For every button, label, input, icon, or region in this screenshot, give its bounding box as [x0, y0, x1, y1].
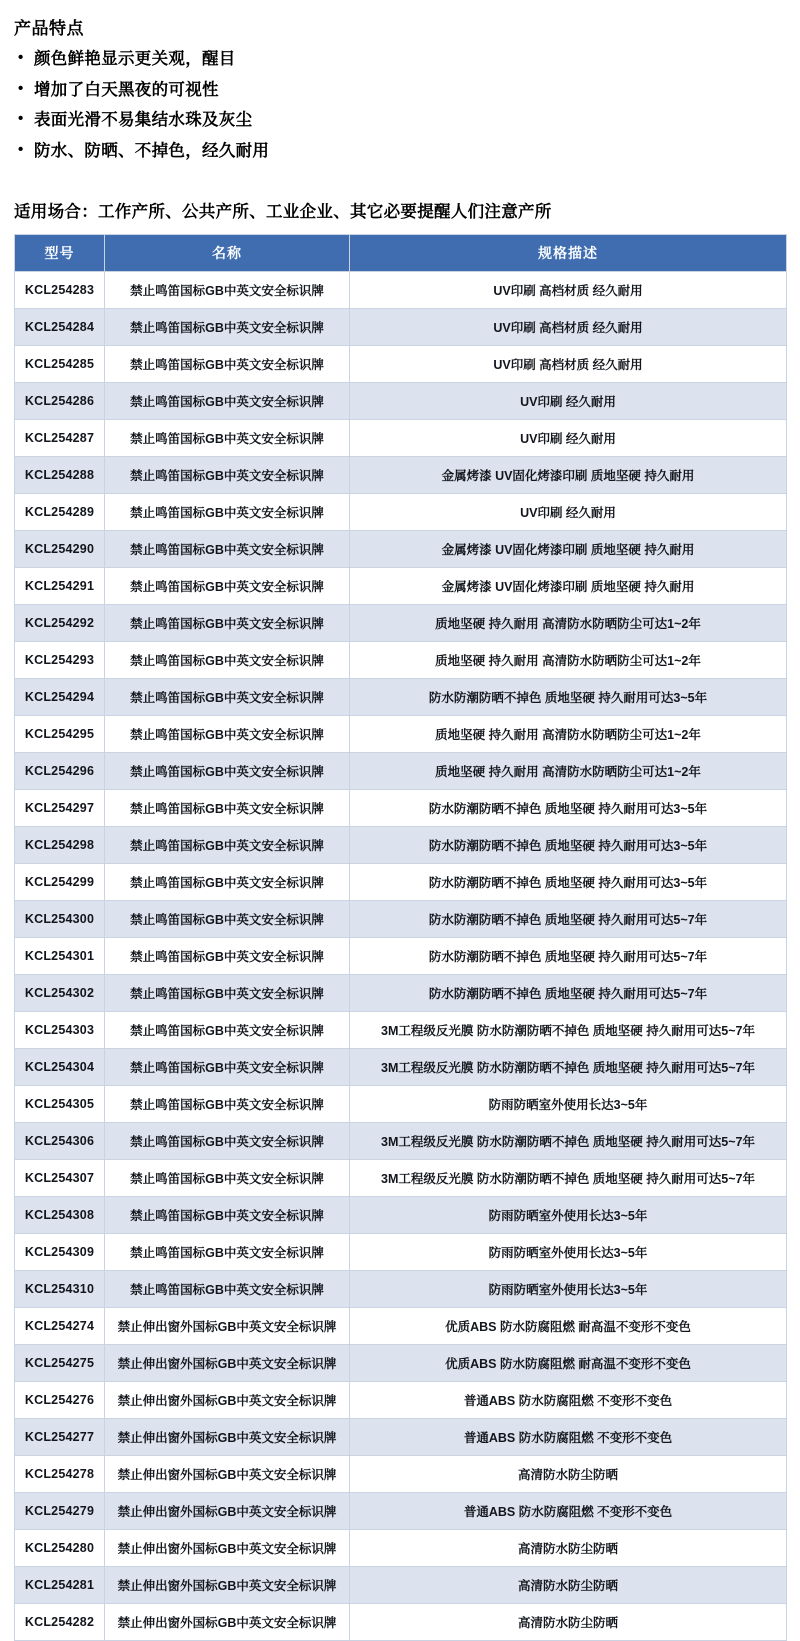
cell-spec: 防水防潮防晒不掉色 质地坚硬 持久耐用可达5~7年 [350, 901, 787, 938]
cell-model: KCL254308 [15, 1197, 105, 1234]
column-header-model: 型号 [15, 235, 105, 272]
cell-spec: 金属烤漆 UV固化烤漆印刷 质地坚硬 持久耐用 [350, 457, 787, 494]
table-row [15, 346, 787, 383]
cell-spec: 金属烤漆 UV固化烤漆印刷 质地坚硬 持久耐用 [350, 568, 787, 605]
cell-name: 禁止鸣笛国标GB中英文安全标识牌 [105, 901, 350, 938]
cell-model: KCL254303 [15, 1012, 105, 1049]
cell-name: 禁止鸣笛国标GB中英文安全标识牌 [105, 827, 350, 864]
cell-spec: 质地坚硬 持久耐用 高清防水防晒防尘可达1~2年 [350, 716, 787, 753]
cell-spec: 3M工程级反光膜 防水防潮防晒不掉色 质地坚硬 持久耐用可达5~7年 [350, 1160, 787, 1197]
cell-model: KCL254288 [15, 457, 105, 494]
table-row [15, 1530, 787, 1567]
cell-name: 禁止鸣笛国标GB中英文安全标识牌 [105, 309, 350, 346]
cell-spec: 质地坚硬 持久耐用 高清防水防晒防尘可达1~2年 [350, 753, 787, 790]
cell-model: KCL254304 [15, 1049, 105, 1086]
cell-model: KCL254294 [15, 679, 105, 716]
cell-model: KCL254285 [15, 346, 105, 383]
cell-model: KCL254289 [15, 494, 105, 531]
cell-spec: UV印刷 高档材质 经久耐用 [350, 272, 787, 309]
cell-name: 禁止鸣笛国标GB中英文安全标识牌 [105, 457, 350, 494]
table-row [15, 605, 787, 642]
cell-name: 禁止伸出窗外国标GB中英文安全标识牌 [105, 1345, 350, 1382]
cell-spec: UV印刷 高档材质 经久耐用 [350, 309, 787, 346]
cell-spec: 防水防潮防晒不掉色 质地坚硬 持久耐用可达5~7年 [350, 975, 787, 1012]
cell-name: 禁止鸣笛国标GB中英文安全标识牌 [105, 1160, 350, 1197]
table-row [15, 1271, 787, 1308]
cell-spec: 3M工程级反光膜 防水防潮防晒不掉色 质地坚硬 持久耐用可达5~7年 [350, 1049, 787, 1086]
table-row [15, 383, 787, 420]
feature-item: • 颜色鲜艳显示更关观，醒目 [18, 47, 800, 73]
cell-name: 禁止伸出窗外国标GB中英文安全标识牌 [105, 1456, 350, 1493]
cell-spec: 普通ABS 防水防腐阻燃 不变形不变色 [350, 1419, 787, 1456]
cell-name: 禁止鸣笛国标GB中英文安全标识牌 [105, 420, 350, 457]
cell-spec: 高清防水防尘防晒 [350, 1456, 787, 1493]
cell-name: 禁止鸣笛国标GB中英文安全标识牌 [105, 383, 350, 420]
cell-spec: 普通ABS 防水防腐阻燃 不变形不变色 [350, 1382, 787, 1419]
cell-model: KCL254295 [15, 716, 105, 753]
cell-model: KCL254299 [15, 864, 105, 901]
table-row [15, 568, 787, 605]
cell-model: KCL254302 [15, 975, 105, 1012]
cell-name: 禁止伸出窗外国标GB中英文安全标识牌 [105, 1604, 350, 1641]
cell-name: 禁止鸣笛国标GB中英文安全标识牌 [105, 790, 350, 827]
cell-name: 禁止鸣笛国标GB中英文安全标识牌 [105, 346, 350, 383]
table-row [15, 975, 787, 1012]
cell-model: KCL254283 [15, 272, 105, 309]
table-row [15, 679, 787, 716]
features-list [18, 47, 800, 164]
column-header-name: 名称 [105, 235, 350, 272]
cell-spec: 金属烤漆 UV固化烤漆印刷 质地坚硬 持久耐用 [350, 531, 787, 568]
table-row [15, 827, 787, 864]
table-row [15, 1419, 787, 1456]
cell-name: 禁止鸣笛国标GB中英文安全标识牌 [105, 864, 350, 901]
table-row [15, 1567, 787, 1604]
cell-model: KCL254276 [15, 1382, 105, 1419]
cell-spec: 高清防水防尘防晒 [350, 1567, 787, 1604]
cell-name: 禁止鸣笛国标GB中英文安全标识牌 [105, 642, 350, 679]
table-row [15, 938, 787, 975]
cell-name: 禁止鸣笛国标GB中英文安全标识牌 [105, 1271, 350, 1308]
cell-model: KCL254282 [15, 1604, 105, 1641]
cell-name: 禁止鸣笛国标GB中英文安全标识牌 [105, 494, 350, 531]
cell-name: 禁止伸出窗外国标GB中英文安全标识牌 [105, 1308, 350, 1345]
table-row [15, 1604, 787, 1641]
cell-spec: 防雨防晒室外使用长达3~5年 [350, 1197, 787, 1234]
table-header-row [15, 235, 787, 272]
table-row [15, 1160, 787, 1197]
table-row [15, 272, 787, 309]
applicable-scene-line: 适用场合：工作产所、公共产所、工业企业、其它必要提醒人们注意产所 [14, 203, 552, 222]
cell-name: 禁止伸出窗外国标GB中英文安全标识牌 [105, 1493, 350, 1530]
cell-model: KCL254287 [15, 420, 105, 457]
feature-item: • 防水、防晒、不掉色，经久耐用 [18, 139, 800, 165]
table-row [15, 753, 787, 790]
cell-model: KCL254306 [15, 1123, 105, 1160]
cell-name: 禁止鸣笛国标GB中英文安全标识牌 [105, 1123, 350, 1160]
cell-spec: 质地坚硬 持久耐用 高清防水防晒防尘可达1~2年 [350, 605, 787, 642]
cell-name: 禁止鸣笛国标GB中英文安全标识牌 [105, 568, 350, 605]
specification-table [14, 234, 787, 1641]
table-row [15, 309, 787, 346]
table-row [15, 1234, 787, 1271]
features-title: 产品特点 [14, 19, 84, 38]
cell-model: KCL254284 [15, 309, 105, 346]
table-row [15, 642, 787, 679]
cell-spec: 高清防水防尘防晒 [350, 1604, 787, 1641]
cell-name: 禁止鸣笛国标GB中英文安全标识牌 [105, 1234, 350, 1271]
table-row [15, 1049, 787, 1086]
cell-name: 禁止伸出窗外国标GB中英文安全标识牌 [105, 1382, 350, 1419]
cell-name: 禁止鸣笛国标GB中英文安全标识牌 [105, 679, 350, 716]
cell-spec: 质地坚硬 持久耐用 高清防水防晒防尘可达1~2年 [350, 642, 787, 679]
cell-spec: 优质ABS 防水防腐阻燃 耐高温不变形不变色 [350, 1308, 787, 1345]
table-row [15, 864, 787, 901]
table-row [15, 1493, 787, 1530]
product-detail-page [0, 14, 800, 1641]
table-row [15, 1382, 787, 1419]
cell-model: KCL254309 [15, 1234, 105, 1271]
cell-name: 禁止鸣笛国标GB中英文安全标识牌 [105, 605, 350, 642]
table-body [15, 272, 787, 1641]
cell-spec: 防水防潮防晒不掉色 质地坚硬 持久耐用可达3~5年 [350, 864, 787, 901]
cell-model: KCL254296 [15, 753, 105, 790]
cell-spec: 防水防潮防晒不掉色 质地坚硬 持久耐用可达3~5年 [350, 790, 787, 827]
cell-model: KCL254281 [15, 1567, 105, 1604]
table-row [15, 1123, 787, 1160]
cell-model: KCL254291 [15, 568, 105, 605]
cell-model: KCL254297 [15, 790, 105, 827]
cell-name: 禁止鸣笛国标GB中英文安全标识牌 [105, 753, 350, 790]
cell-name: 禁止鸣笛国标GB中英文安全标识牌 [105, 1086, 350, 1123]
cell-model: KCL254277 [15, 1419, 105, 1456]
cell-spec: 防雨防晒室外使用长达3~5年 [350, 1234, 787, 1271]
table-row [15, 1456, 787, 1493]
cell-spec: 防水防潮防晒不掉色 质地坚硬 持久耐用可达5~7年 [350, 938, 787, 975]
cell-name: 禁止鸣笛国标GB中英文安全标识牌 [105, 975, 350, 1012]
cell-name: 禁止鸣笛国标GB中英文安全标识牌 [105, 272, 350, 309]
table-row [15, 901, 787, 938]
cell-model: KCL254286 [15, 383, 105, 420]
cell-name: 禁止鸣笛国标GB中英文安全标识牌 [105, 531, 350, 568]
table-row [15, 1308, 787, 1345]
table-row [15, 1345, 787, 1382]
cell-model: KCL254301 [15, 938, 105, 975]
table-header [15, 235, 787, 272]
cell-model: KCL254310 [15, 1271, 105, 1308]
column-header-spec: 规格描述 [350, 235, 787, 272]
cell-name: 禁止鸣笛国标GB中英文安全标识牌 [105, 716, 350, 753]
cell-spec: 高清防水防尘防晒 [350, 1530, 787, 1567]
table-row [15, 457, 787, 494]
table-row [15, 531, 787, 568]
cell-spec: 防水防潮防晒不掉色 质地坚硬 持久耐用可达3~5年 [350, 679, 787, 716]
cell-name: 禁止鸣笛国标GB中英文安全标识牌 [105, 1012, 350, 1049]
cell-name: 禁止伸出窗外国标GB中英文安全标识牌 [105, 1419, 350, 1456]
cell-model: KCL254275 [15, 1345, 105, 1382]
cell-name: 禁止伸出窗外国标GB中英文安全标识牌 [105, 1567, 350, 1604]
table-row [15, 790, 787, 827]
cell-spec: UV印刷 高档材质 经久耐用 [350, 346, 787, 383]
cell-name: 禁止伸出窗外国标GB中英文安全标识牌 [105, 1530, 350, 1567]
cell-spec: 防雨防晒室外使用长达3~5年 [350, 1271, 787, 1308]
cell-model: KCL254307 [15, 1160, 105, 1197]
table-row [15, 420, 787, 457]
cell-name: 禁止鸣笛国标GB中英文安全标识牌 [105, 1197, 350, 1234]
cell-model: KCL254290 [15, 531, 105, 568]
cell-model: KCL254278 [15, 1456, 105, 1493]
table-row [15, 716, 787, 753]
cell-spec: 3M工程级反光膜 防水防潮防晒不掉色 质地坚硬 持久耐用可达5~7年 [350, 1012, 787, 1049]
table-row [15, 494, 787, 531]
cell-model: KCL254305 [15, 1086, 105, 1123]
cell-spec: UV印刷 经久耐用 [350, 383, 787, 420]
table-row [15, 1086, 787, 1123]
cell-spec: UV印刷 经久耐用 [350, 420, 787, 457]
cell-spec: 优质ABS 防水防腐阻燃 耐高温不变形不变色 [350, 1345, 787, 1382]
cell-spec: 防水防潮防晒不掉色 质地坚硬 持久耐用可达3~5年 [350, 827, 787, 864]
cell-spec: UV印刷 经久耐用 [350, 494, 787, 531]
table-row [15, 1012, 787, 1049]
table-row [15, 1197, 787, 1234]
cell-model: KCL254292 [15, 605, 105, 642]
feature-item: • 表面光滑不易集结水珠及灰尘 [18, 108, 800, 134]
cell-spec: 3M工程级反光膜 防水防潮防晒不掉色 质地坚硬 持久耐用可达5~7年 [350, 1123, 787, 1160]
feature-item: • 增加了白天黑夜的可视性 [18, 78, 800, 104]
cell-model: KCL254280 [15, 1530, 105, 1567]
cell-model: KCL254300 [15, 901, 105, 938]
cell-spec: 防雨防晒室外使用长达3~5年 [350, 1086, 787, 1123]
cell-model: KCL254293 [15, 642, 105, 679]
cell-spec: 普通ABS 防水防腐阻燃 不变形不变色 [350, 1493, 787, 1530]
cell-name: 禁止鸣笛国标GB中英文安全标识牌 [105, 938, 350, 975]
cell-model: KCL254279 [15, 1493, 105, 1530]
cell-name: 禁止鸣笛国标GB中英文安全标识牌 [105, 1049, 350, 1086]
cell-model: KCL254298 [15, 827, 105, 864]
cell-model: KCL254274 [15, 1308, 105, 1345]
